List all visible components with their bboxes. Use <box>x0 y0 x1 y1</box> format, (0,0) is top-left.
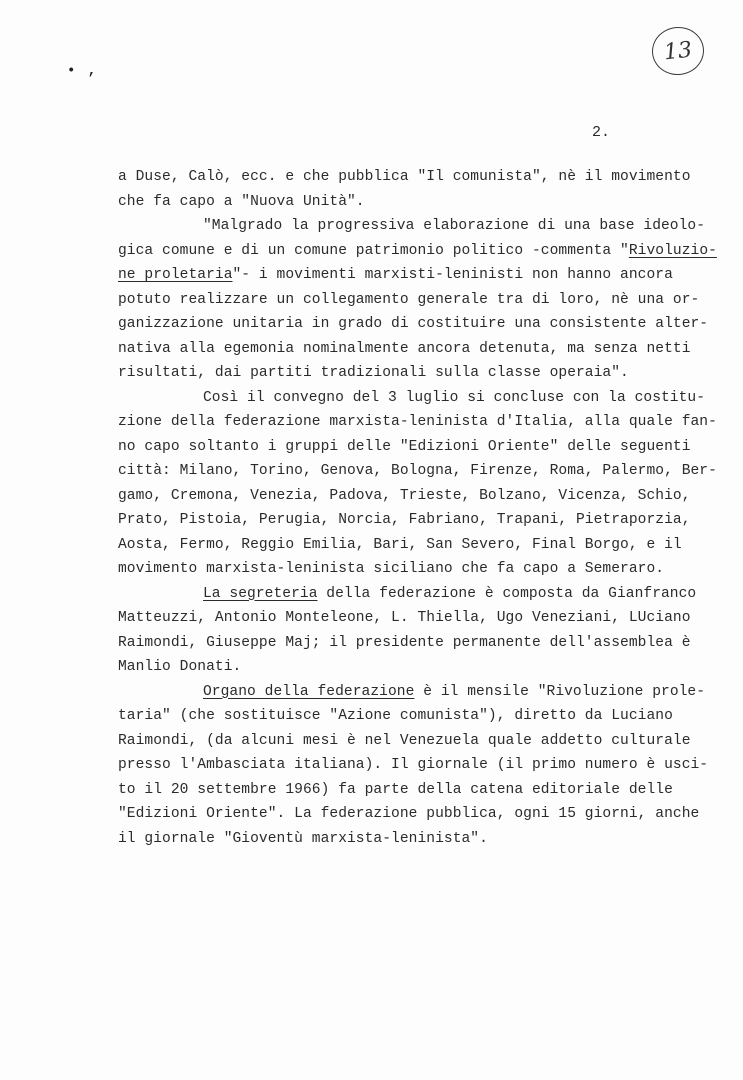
text-line <box>118 582 708 607</box>
text-segment: è il mensile "Rivoluzione prole- <box>414 683 706 700</box>
page-stamp <box>650 24 707 77</box>
text-line <box>118 729 708 754</box>
text-line <box>118 361 708 386</box>
body-text <box>118 165 717 851</box>
text-line <box>118 680 708 705</box>
text-segment: ganizzazione unitaria in grado di costituire una consistente alter- <box>118 316 709 332</box>
text-line <box>118 239 717 264</box>
text-line <box>118 778 708 803</box>
text-segment: Raimondi, Giuseppe Maj; il presidente permanente dell'assemblea è <box>118 634 691 651</box>
text-segment: città: Milano, Torino, Genova, Bologna, Firenze, Roma, Palermo, Ber- <box>118 463 717 479</box>
text-line <box>118 288 708 313</box>
text-segment: potuto realizzare un collegamento generale tra di loro, nè una or- <box>118 291 700 308</box>
text-line <box>118 459 717 484</box>
text-segment: no capo soltanto i gruppi delle "Edizioni Oriente" delle seguenti <box>118 438 691 455</box>
text-segment: zione della federazione marxista-leninista d'Italia, alla quale fan- <box>118 414 717 430</box>
text-segment: "Edizioni Oriente". La federazione pubblica, ogni 15 giorni, anche <box>118 806 700 822</box>
text-line <box>118 533 708 558</box>
text-line <box>118 631 708 656</box>
text-segment: a Duse, Calò, ecc. e che pubblica "Il comunista", nè il movimento <box>118 169 691 185</box>
corner-mark: • , <box>67 63 99 79</box>
text-segment: presso l'Ambasciata italiana). Il giornale (il primo numero è usci- <box>118 757 709 773</box>
underlined-text: La segreteria <box>203 585 318 602</box>
text-segment: "- i movimenti marxisti-leninisti non hanno ancora <box>232 267 673 283</box>
text-line <box>118 802 708 827</box>
text-line <box>118 386 708 411</box>
text-line <box>118 263 708 288</box>
text-line <box>118 704 708 729</box>
text-segment: gica comune e di un comune patrimonio politico -commenta " <box>118 242 629 259</box>
text-segment: il giornale "Gioventù marxista-leninista". <box>118 830 488 847</box>
text-segment: Manlio Donati. <box>118 659 242 675</box>
text-segment: to il 20 settembre 1966) fa parte della catena editoriale delle <box>118 781 673 798</box>
text-segment: movimento marxista-leninista siciliano che fa capo a Semeraro. <box>118 561 665 577</box>
text-segment: Raimondi, (da alcuni mesi è nel Venezuela quale addetto culturale <box>118 732 691 749</box>
text-line <box>118 606 708 631</box>
text-line <box>118 214 708 239</box>
text-segment: Matteuzzi, Antonio Monteleone, L. Thiella, Ugo Veneziani, LUciano <box>118 610 691 626</box>
stamp-number: 13 <box>662 37 694 65</box>
text-segment: risultati, dai partiti tradizionali sulla classe operaia". <box>118 365 629 381</box>
text-line <box>118 165 708 190</box>
underlined-text: ne proletaria <box>118 267 233 283</box>
text-segment: taria" (che sostituisce "Azione comunista"), diretto da Luciano <box>118 708 673 724</box>
text-line <box>118 655 708 680</box>
text-segment: gamo, Cremona, Venezia, Padova, Trieste, Bolzano, Vicenza, Schio, <box>118 487 691 504</box>
text-line <box>118 190 708 215</box>
page-number: 2. <box>592 124 611 141</box>
text-line <box>118 484 708 509</box>
text-line <box>118 337 708 362</box>
text-segment: Aosta, Fermo, Reggio Emilia, Bari, San Severo, Final Borgo, e il <box>118 536 682 553</box>
text-line <box>118 508 708 533</box>
text-line <box>118 435 708 460</box>
text-line <box>118 827 708 852</box>
text-line <box>118 557 708 582</box>
text-segment: Così il convegno del 3 luglio si concluse con la costitu- <box>203 389 706 406</box>
text-line <box>118 312 708 337</box>
text-segment: che fa capo a "Nuova Unità". <box>118 193 365 210</box>
underlined-text: Rivoluzio- <box>628 242 717 259</box>
text-segment: nativa alla egemonia nominalmente ancora detenuta, ma senza netti <box>118 340 691 357</box>
text-line <box>118 410 717 435</box>
underlined-text: Organo della federazione <box>203 683 415 700</box>
text-segment: "Malgrado la progressiva elaborazione di una base ideolo- <box>203 218 706 234</box>
text-segment: della federazione è composta da Gianfranco <box>317 585 697 602</box>
text-segment: Prato, Pistoia, Perugia, Norcia, Fabriano, Trapani, Pietraporzia, <box>118 512 691 528</box>
text-line <box>118 753 708 778</box>
